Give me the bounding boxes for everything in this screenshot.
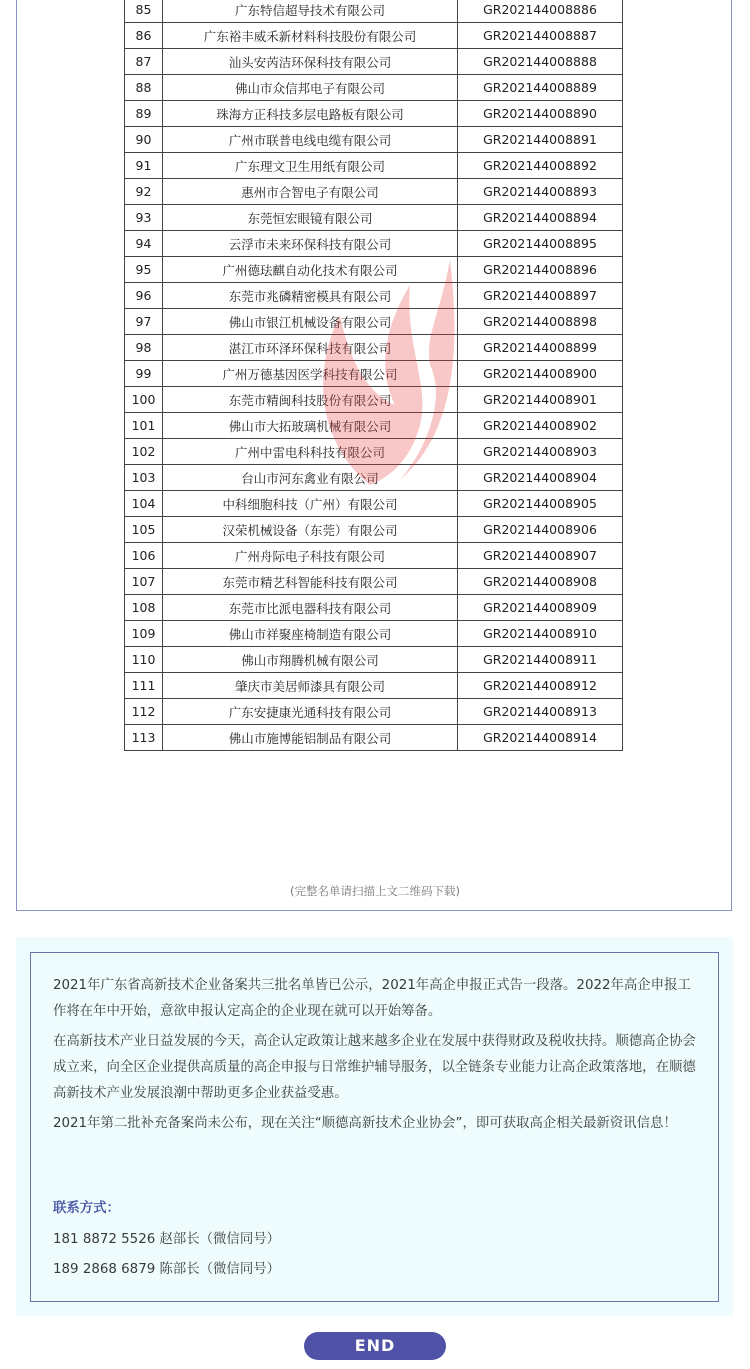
company-name-cell: 广东安捷康光通科技有限公司 bbox=[163, 699, 458, 725]
company-name-cell: 佛山市大拓玻璃机械有限公司 bbox=[163, 413, 458, 439]
info-paragraph: 在高新技术产业日益发展的今天，高企认定政策让越来越多企业在发展中获得财政及税收扶持。顺德高企协会成立来，向全区企业提供高质量的高企申报与日常维护辅导服务，以全链条专业能力让高企政策落地，在顺德高新技术产业发展浪潮中帮助更多企业获益受惠。 bbox=[53, 1034, 696, 1101]
flame-logo-watermark bbox=[300, 255, 470, 495]
company-name-cell: 汉荣机械设备（东莞）有限公司 bbox=[163, 517, 458, 543]
certificate-number-cell: GR202144008890 bbox=[458, 101, 623, 127]
row-number-cell: 99 bbox=[125, 361, 163, 387]
table-row bbox=[125, 75, 623, 101]
row-number-cell: 97 bbox=[125, 309, 163, 335]
table-row bbox=[125, 569, 623, 595]
table-row bbox=[125, 621, 623, 647]
row-number-cell: 113 bbox=[125, 725, 163, 751]
company-name-cell: 广东理文卫生用纸有限公司 bbox=[163, 153, 458, 179]
certificate-number-cell: GR202144008896 bbox=[458, 257, 623, 283]
row-number-cell: 86 bbox=[125, 23, 163, 49]
company-name-cell: 惠州市合智电子有限公司 bbox=[163, 179, 458, 205]
company-name-cell: 广东裕丰威禾新材料科技股份有限公司 bbox=[163, 23, 458, 49]
company-name-cell: 汕头安芮洁环保科技有限公司 bbox=[163, 49, 458, 75]
contact-line: 181 8872 5526 赵部长（微信同号） bbox=[53, 1232, 280, 1247]
certificate-number-cell: GR202144008888 bbox=[458, 49, 623, 75]
table-row bbox=[125, 699, 623, 725]
company-name-cell: 佛山市祥聚座椅制造有限公司 bbox=[163, 621, 458, 647]
certificate-number-cell: GR202144008899 bbox=[458, 335, 623, 361]
table-row bbox=[125, 101, 623, 127]
certificate-number-cell: GR202144008909 bbox=[458, 595, 623, 621]
company-name-cell: 广州中雷电科科技有限公司 bbox=[163, 439, 458, 465]
table-row bbox=[125, 23, 623, 49]
row-number-cell: 100 bbox=[125, 387, 163, 413]
table-row bbox=[125, 725, 623, 751]
table-row bbox=[125, 179, 623, 205]
certificate-number-cell: GR202144008903 bbox=[458, 439, 623, 465]
company-name-cell: 云浮市未来环保科技有限公司 bbox=[163, 231, 458, 257]
certificate-number-cell: GR202144008906 bbox=[458, 517, 623, 543]
company-name-cell: 广州万德基因医学科技有限公司 bbox=[163, 361, 458, 387]
company-name-cell: 佛山市银江机械设备有限公司 bbox=[163, 309, 458, 335]
row-number-cell: 105 bbox=[125, 517, 163, 543]
certificate-number-cell: GR202144008892 bbox=[458, 153, 623, 179]
row-number-cell: 94 bbox=[125, 231, 163, 257]
company-name-cell: 东莞市比派电器科技有限公司 bbox=[163, 595, 458, 621]
table-row bbox=[125, 49, 623, 75]
certificate-number-cell: GR202144008904 bbox=[458, 465, 623, 491]
row-number-cell: 98 bbox=[125, 335, 163, 361]
row-number-cell: 92 bbox=[125, 179, 163, 205]
table-row bbox=[125, 0, 623, 23]
certificate-number-cell: GR202144008902 bbox=[458, 413, 623, 439]
certificate-number-cell: GR202144008914 bbox=[458, 725, 623, 751]
company-name-cell: 珠海方正科技多层电路板有限公司 bbox=[163, 101, 458, 127]
certificate-number-cell: GR202144008891 bbox=[458, 127, 623, 153]
certificate-number-cell: GR202144008894 bbox=[458, 205, 623, 231]
row-number-cell: 102 bbox=[125, 439, 163, 465]
row-number-cell: 87 bbox=[125, 49, 163, 75]
row-number-cell: 89 bbox=[125, 101, 163, 127]
certificate-number-cell: GR202144008905 bbox=[458, 491, 623, 517]
table-row bbox=[125, 153, 623, 179]
certificate-number-cell: GR202144008897 bbox=[458, 283, 623, 309]
certificate-number-cell: GR202144008910 bbox=[458, 621, 623, 647]
certificate-number-cell: GR202144008907 bbox=[458, 543, 623, 569]
end-badge: END bbox=[304, 1332, 446, 1360]
company-name-cell: 台山市河东禽业有限公司 bbox=[163, 465, 458, 491]
contact-line: 189 2868 6879 陈部长（微信同号） bbox=[53, 1262, 280, 1277]
row-number-cell: 101 bbox=[125, 413, 163, 439]
row-number-cell: 93 bbox=[125, 205, 163, 231]
table-row bbox=[125, 647, 623, 673]
company-name-cell: 中科细胞科技（广州）有限公司 bbox=[163, 491, 458, 517]
certificate-number-cell: GR202144008898 bbox=[458, 309, 623, 335]
table-row bbox=[125, 127, 623, 153]
row-number-cell: 110 bbox=[125, 647, 163, 673]
certificate-number-cell: GR202144008908 bbox=[458, 569, 623, 595]
certificate-number-cell: GR202144008900 bbox=[458, 361, 623, 387]
company-name-cell: 佛山市众信邦电子有限公司 bbox=[163, 75, 458, 101]
certificate-number-cell: GR202144008889 bbox=[458, 75, 623, 101]
contact-heading: 联系方式： bbox=[53, 1201, 120, 1216]
certificate-number-cell: GR202144008887 bbox=[458, 23, 623, 49]
certificate-number-cell: GR202144008912 bbox=[458, 673, 623, 699]
row-number-cell: 95 bbox=[125, 257, 163, 283]
row-number-cell: 112 bbox=[125, 699, 163, 725]
row-number-cell: 91 bbox=[125, 153, 163, 179]
certificate-number-cell: GR202144008893 bbox=[458, 179, 623, 205]
certificate-number-cell: GR202144008886 bbox=[458, 0, 623, 23]
table-row bbox=[125, 543, 623, 569]
company-name-cell: 广东特信超导技术有限公司 bbox=[163, 0, 458, 23]
row-number-cell: 107 bbox=[125, 569, 163, 595]
company-name-cell: 广州市联普电线电缆有限公司 bbox=[163, 127, 458, 153]
company-name-cell: 湛江市环泽环保科技有限公司 bbox=[163, 335, 458, 361]
certificate-number-cell: GR202144008911 bbox=[458, 647, 623, 673]
company-name-cell: 肇庆市美居师漆具有限公司 bbox=[163, 673, 458, 699]
row-number-cell: 103 bbox=[125, 465, 163, 491]
certificate-number-cell: GR202144008895 bbox=[458, 231, 623, 257]
table-row bbox=[125, 517, 623, 543]
table-row bbox=[125, 673, 623, 699]
company-name-cell: 东莞市兆磷精密模具有限公司 bbox=[163, 283, 458, 309]
flame-left-icon bbox=[323, 285, 422, 485]
table-row bbox=[125, 231, 623, 257]
row-number-cell: 111 bbox=[125, 673, 163, 699]
company-name-cell: 广州德珐麒自动化技术有限公司 bbox=[163, 257, 458, 283]
row-number-cell: 106 bbox=[125, 543, 163, 569]
info-paragraph: 2021年广东省高新技术企业备案共三批名单皆已公示，2021年高企申报正式告一段落。2022年高企申报工作将在年中开始，意欲申报认定高企的企业现在就可以开始筹备。 bbox=[53, 978, 691, 1019]
row-number-cell: 88 bbox=[125, 75, 163, 101]
download-note: (完整名单请扫描上文二维码下载) bbox=[290, 884, 460, 898]
row-number-cell: 109 bbox=[125, 621, 163, 647]
table-row bbox=[125, 595, 623, 621]
company-name-cell: 广州舟际电子科技有限公司 bbox=[163, 543, 458, 569]
table-row bbox=[125, 205, 623, 231]
company-name-cell: 佛山市翔腾机械有限公司 bbox=[163, 647, 458, 673]
row-number-cell: 104 bbox=[125, 491, 163, 517]
company-name-cell: 东莞市精闽科技股份有限公司 bbox=[163, 387, 458, 413]
certificate-number-cell: GR202144008913 bbox=[458, 699, 623, 725]
info-text bbox=[53, 973, 703, 1141]
company-name-cell: 佛山市施博能铝制品有限公司 bbox=[163, 725, 458, 751]
row-number-cell: 96 bbox=[125, 283, 163, 309]
row-number-cell: 90 bbox=[125, 127, 163, 153]
company-name-cell: 东莞市精艺科智能科技有限公司 bbox=[163, 569, 458, 595]
certificate-number-cell: GR202144008901 bbox=[458, 387, 623, 413]
info-paragraph: 2021年第二批补充备案尚未公布，现在关注“顺德高新技术企业协会”，即可获取高企相关最新资讯信息！ bbox=[53, 1116, 677, 1131]
row-number-cell: 108 bbox=[125, 595, 163, 621]
company-name-cell: 东莞恒宏眼镜有限公司 bbox=[163, 205, 458, 231]
row-number-cell: 85 bbox=[125, 0, 163, 23]
